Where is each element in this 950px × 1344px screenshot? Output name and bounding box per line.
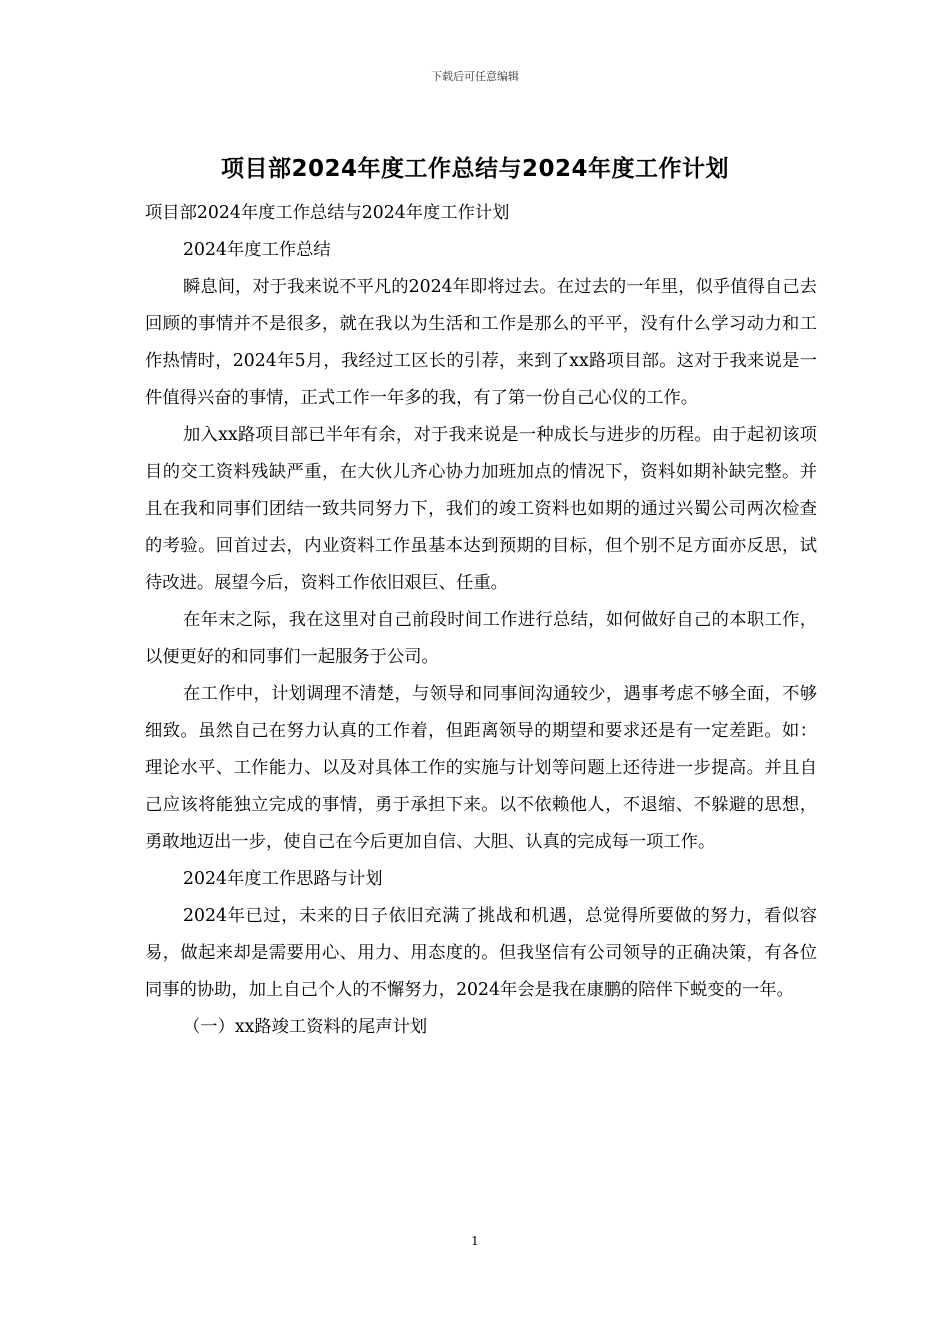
paragraph-intro: 瞬息间，对于我来说不平凡的2024年即将过去。在过去的一年里，似乎值得自己去回顾的事情并不是很多，就在我以为生活和工作是那么的平平，没有什么学习动力和工作热情时，2024年5月，我经过工区长的引荐，来到了xx路项目部。这对于我来说是一件值得兴奋的事情，正式工作一年多的我，有了第一份自己心仪的工作。 [145,277,817,408]
paragraph-plan-item-1: （一）xx路竣工资料的尾声计划 [183,1017,428,1037]
paragraph-doc-subtitle: 项目部2024年度工作总结与2024年度工作计划 [145,203,510,223]
page-number: 1 [471,1234,479,1248]
paragraph-shortcomings: 在工作中，计划调理不清楚，与领导和同事间沟通较少，遇事考虑不够全面，不够细致。虽然自己在努力认真的工作着，但距离领导的期望和要求还是有一定差距。如：理论水平、工作能力、以及对具体工作的实施与计划等问题上还待进一步提高。并且自己应该将能独立完成的事情，勇于承担下来。以不依赖他人，不退缩、不躲避的思想，勇敢地迈出一步，使自己在今后更加自信、大胆、认真的完成每一项工作。 [145,684,817,852]
paragraph-outlook: 2024年已过，未来的日子依旧充满了挑战和机遇，总觉得所要做的努力，看似容易，做起来却是需要用心、用力、用态度的。但我坚信有公司领导的正确决策，有各位同事的协助，加上自己个人的不懈努力，2024年会是我在康鹏的陪伴下蜕变的一年。 [145,906,817,1000]
paragraph-section-summary-heading: 2024年度工作总结 [183,240,331,260]
document-body [145,195,817,1046]
document-title: 项目部2024年度工作总结与2024年度工作计划 [220,156,730,182]
page-header-note: 下载后可任意编辑 [431,70,519,83]
paragraph-section-plan-heading: 2024年度工作思路与计划 [183,869,383,889]
paragraph-progress: 加入xx路项目部已半年有余，对于我来说是一种成长与进步的历程。由于起初该项目的交工资料残缺严重，在大伙儿齐心协力加班加点的情况下，资料如期补缺完整。并且在我和同事们团结一致共同努力下，我们的竣工资料也如期的通过兴蜀公司两次检查的考验。回首过去，内业资料工作虽基本达到预期的目标，但个别不足方面亦反思，试待改进。展望今后，资料工作依旧艰巨、任重。 [145,425,817,593]
paragraph-year-end: 在年末之际，我在这里对自己前段时间工作进行总结，如何做好自己的本职工作，以便更好的和同事们一起服务于公司。 [145,610,817,667]
